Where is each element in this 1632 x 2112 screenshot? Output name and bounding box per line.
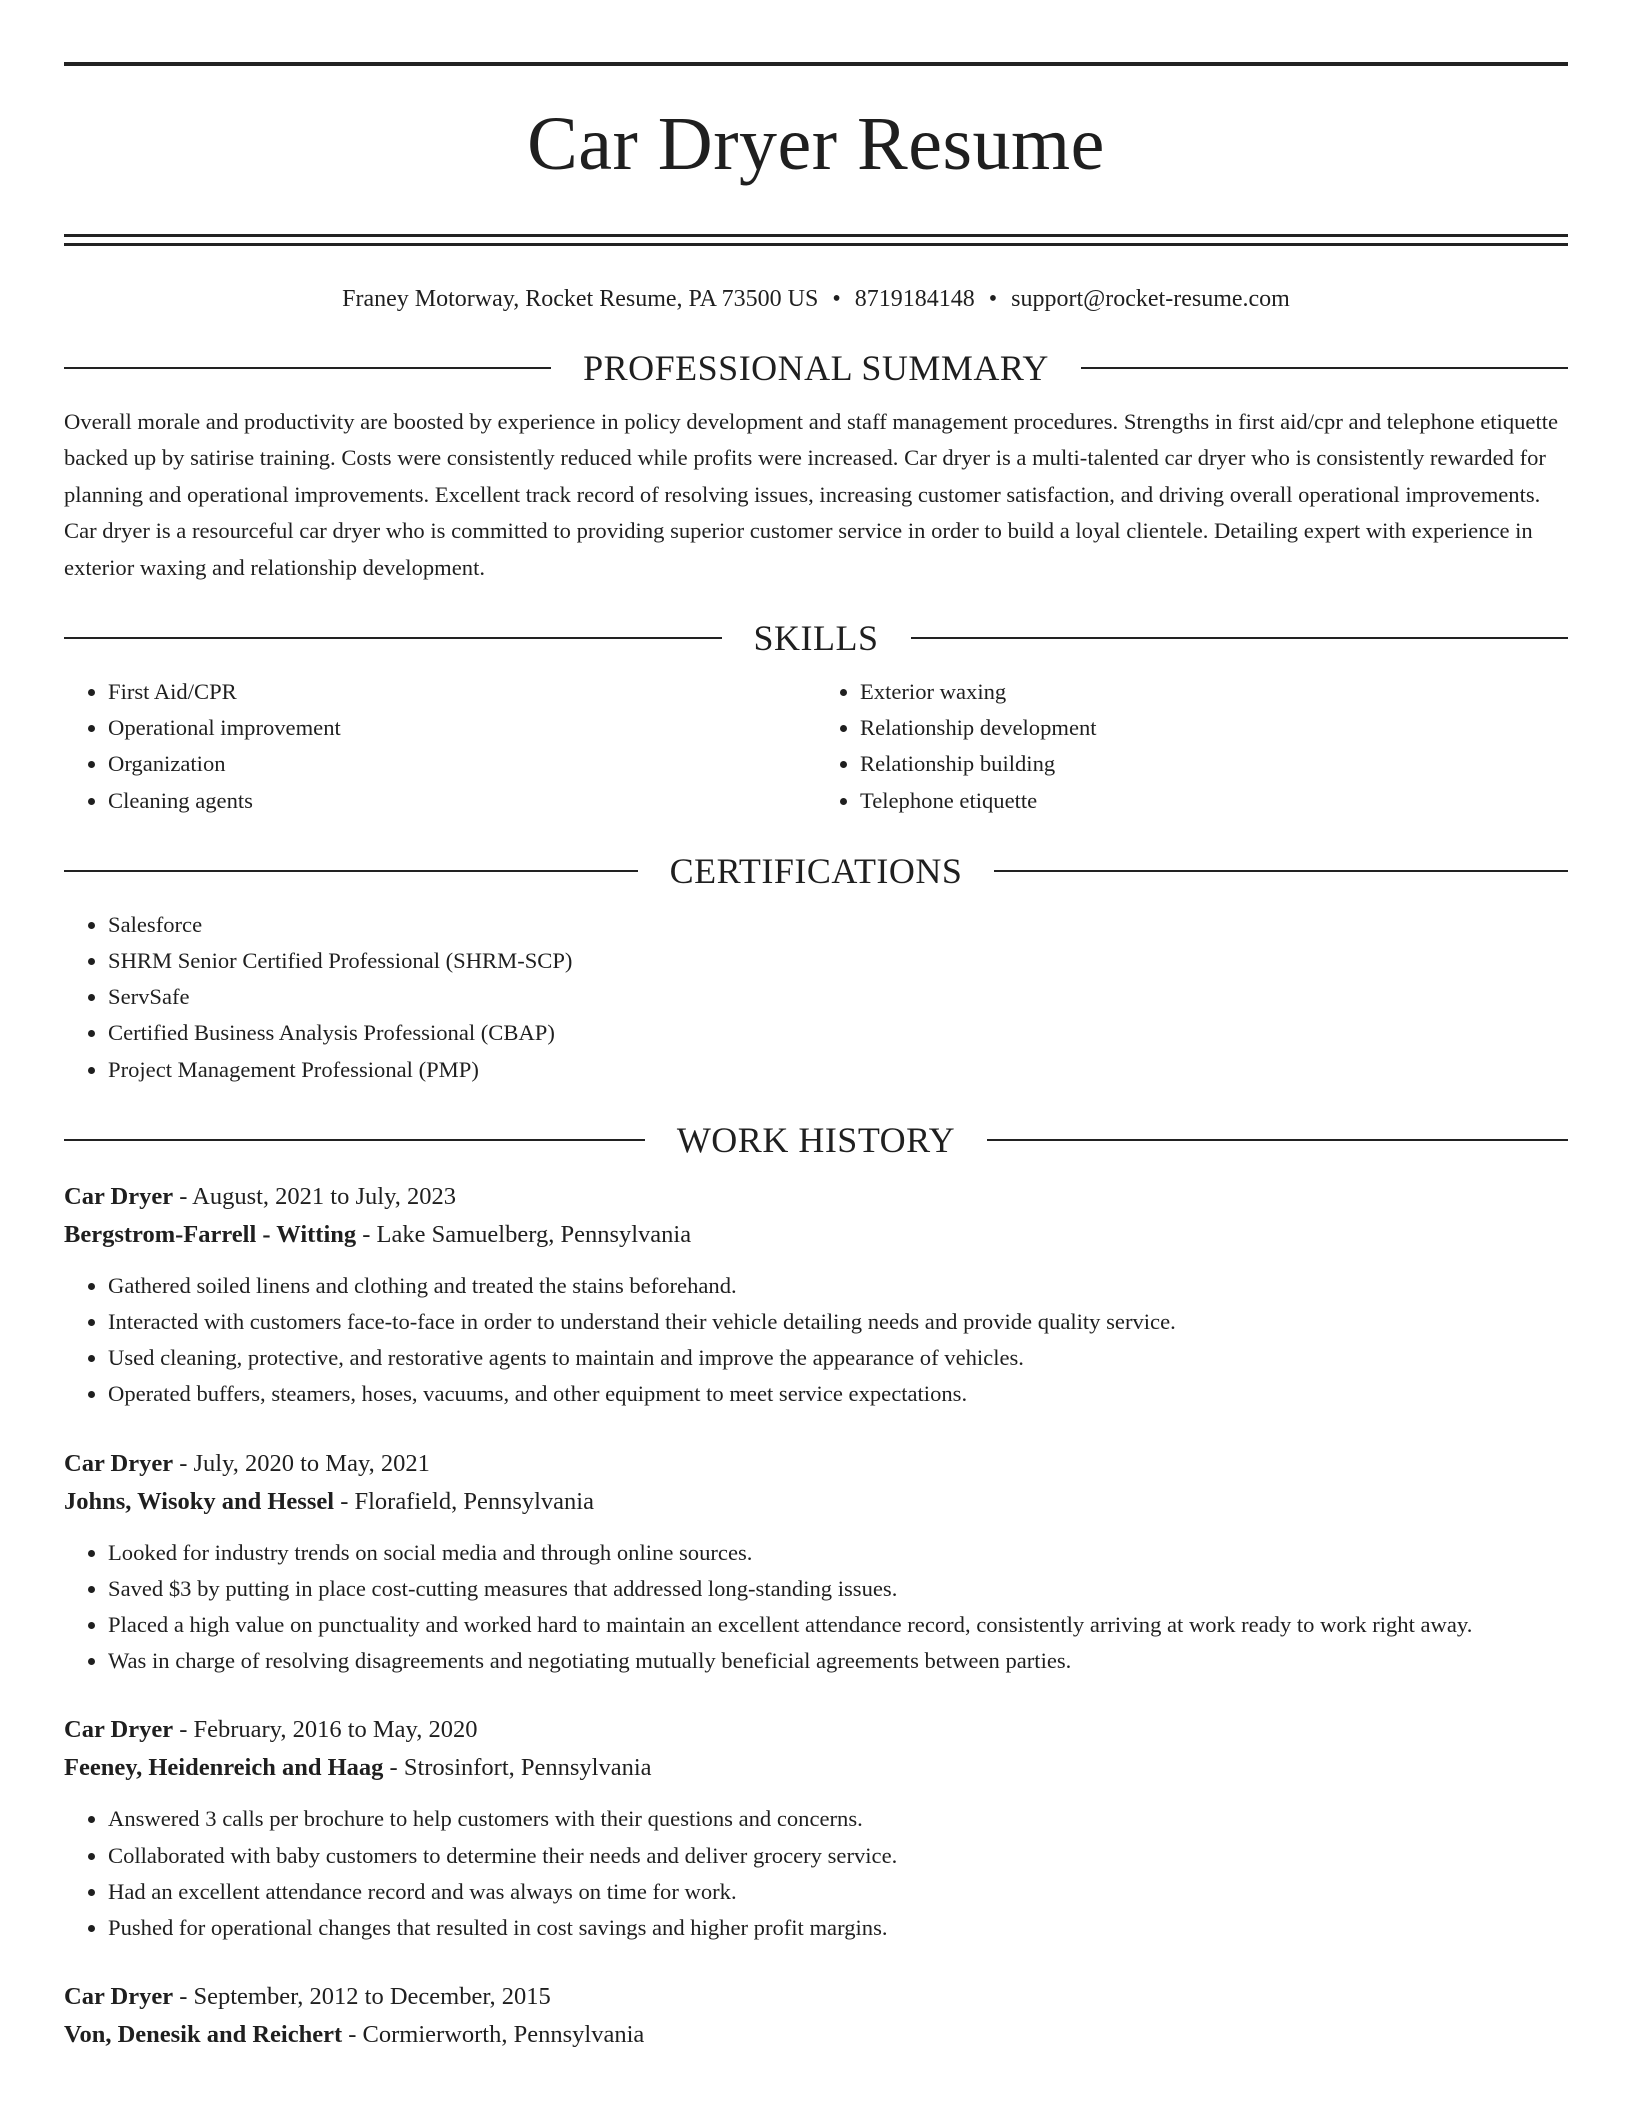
- job-company-line: [64, 1216, 1568, 1254]
- page-title: Car Dryer Resume: [527, 102, 1105, 186]
- section-rule: [64, 367, 551, 369]
- job-bullets: [64, 1801, 1568, 1946]
- job-dates: - February, 2016 to May, 2020: [173, 1716, 478, 1744]
- section-title-summary: PROFESSIONAL SUMMARY: [583, 348, 1049, 388]
- job-entry: [64, 1978, 1568, 2054]
- contact-address: Franey Motorway, Rocket Resume, PA 73500 US: [342, 286, 819, 312]
- job-company-line: [64, 2016, 1568, 2054]
- job-bullets: [64, 1535, 1568, 1680]
- skill-item: • Organization: [108, 746, 816, 782]
- skill-item: • Telephone etiquette: [860, 783, 1568, 819]
- section-header-skills: [64, 616, 1568, 660]
- job-bullets: [64, 1268, 1568, 1413]
- job-bullet: • Saved $3 by putting in place cost-cutting measures that addressed long-standing issues.: [108, 1571, 1568, 1607]
- job-title: Car Dryer: [64, 1182, 174, 1210]
- section-header-certifications: [64, 849, 1568, 893]
- job-location: - Lake Samuelberg, Pennsylvania: [356, 1220, 692, 1248]
- certification-item: • SHRM Senior Certified Professional (SHRM-SCP): [108, 943, 1568, 979]
- job-bullet: • Operated buffers, steamers, hoses, vacuums, and other equipment to meet service expectations.: [108, 1376, 1568, 1412]
- skill-item: • Relationship building: [860, 746, 1568, 782]
- certifications-list: [64, 907, 1568, 1088]
- section-rule: [1081, 367, 1568, 369]
- job-company-line: [64, 1749, 1568, 1787]
- job-title-line: [64, 1711, 1568, 1749]
- section-title-certifications: CERTIFICATIONS: [669, 850, 963, 891]
- job-bullet: • Answered 3 calls per brochure to help customers with their questions and concerns.: [108, 1801, 1568, 1837]
- skill-item: • Cleaning agents: [108, 783, 816, 819]
- contact-email: support@rocket-resume.com: [1011, 286, 1290, 312]
- job-company: Bergstrom-Farrell - Witting: [64, 1220, 357, 1248]
- contact-separator: •: [832, 286, 841, 312]
- section-rule: [64, 637, 722, 639]
- skill-item: • First Aid/CPR: [108, 674, 816, 710]
- section-rule: [994, 870, 1568, 872]
- section-header-summary: [64, 346, 1568, 390]
- summary-paragraph: Overall morale and productivity are boosted by experience in policy development and staff management procedures. Strengths in first aid/cpr and telephone etiquette backed up by satirise training. Costs were consistently reduced while profits were increased. Car dryer is a multi-talented car dryer who is consistently rewarded for planning and operational improvements. Excellent track record of resolving issues, increasing customer satisfaction, and driving overall operational improvements. Car dryer is a resourceful car dryer who is committed to providing superior customer service in order to build a loyal clientele. Detailing expert with experience in exterior waxing and relationship development.: [64, 409, 1559, 580]
- section-header-work-history: [64, 1118, 1568, 1162]
- job-title: Car Dryer: [64, 1983, 174, 2011]
- job-bullet: • Collaborated with baby customers to determine their needs and deliver grocery service.: [108, 1838, 1568, 1874]
- certification-item: • Salesforce: [108, 907, 1568, 943]
- job-location: - Strosinfort, Pennsylvania: [383, 1754, 652, 1782]
- job-title-line: [64, 1978, 1568, 2016]
- job-entry: [64, 1178, 1568, 1413]
- contact-phone: 8719184148: [854, 286, 975, 312]
- certification-item: • ServSafe: [108, 979, 1568, 1015]
- certification-item: • Project Management Professional (PMP): [108, 1052, 1568, 1088]
- job-bullet: • Placed a high value on punctuality and worked hard to maintain an excellent attendance record, consistently arriving at work ready to work right away.: [108, 1607, 1568, 1643]
- job-bullet: • Used cleaning, protective, and restorative agents to maintain and improve the appearance of vehicles.: [108, 1340, 1568, 1376]
- section-rule: [987, 1139, 1568, 1141]
- skill-item: • Operational improvement: [108, 710, 816, 746]
- job-company: Feeney, Heidenreich and Haag: [64, 1754, 384, 1782]
- job-dates: - July, 2020 to May, 2021: [173, 1449, 430, 1477]
- job-title: Car Dryer: [64, 1716, 174, 1744]
- job-title-line: [64, 1445, 1568, 1483]
- skill-item: • Relationship development: [860, 710, 1568, 746]
- job-company: Von, Denesik and Reichert: [64, 2021, 343, 2049]
- contact-separator: •: [988, 286, 998, 312]
- skills-list-right: [816, 674, 1568, 819]
- job-bullet: • Looked for industry trends on social media and through online sources.: [108, 1535, 1568, 1571]
- job-company: Johns, Wisoky and Hessel: [64, 1487, 335, 1515]
- job-location: - Cormierworth, Pennsylvania: [342, 2021, 645, 2049]
- skill-item: • Exterior waxing: [860, 674, 1568, 710]
- certification-item: • Certified Business Analysis Professional (CBAP): [108, 1015, 1568, 1051]
- title-double-rule: [64, 234, 1568, 246]
- job-dates: - September, 2012 to December, 2015: [173, 1983, 551, 2011]
- job-company-line: [64, 1483, 1568, 1521]
- job-bullet: • Interacted with customers face-to-face in order to understand their vehicle detailing needs and provide quality service.: [108, 1304, 1568, 1340]
- section-rule: [64, 1139, 645, 1141]
- job-title: Car Dryer: [64, 1449, 174, 1477]
- job-dates: - August, 2021 to July, 2023: [173, 1182, 456, 1210]
- job-bullet: • Pushed for operational changes that resulted in cost savings and higher profit margins.: [108, 1910, 1568, 1946]
- skills-columns: [64, 674, 1568, 819]
- resume-page: [64, 0, 1568, 2054]
- job-bullet: • Had an excellent attendance record and was always on time for work.: [108, 1874, 1568, 1910]
- section-rule: [911, 637, 1569, 639]
- job-entry: [64, 1711, 1568, 1946]
- contact-line: [64, 282, 1568, 316]
- skills-list-left: [64, 674, 816, 819]
- job-title-line: [64, 1178, 1568, 1216]
- section-rule: [64, 870, 638, 872]
- section-title-work-history: WORK HISTORY: [676, 1119, 956, 1160]
- job-bullet: • Was in charge of resolving disagreements and negotiating mutually beneficial agreements between parties.: [108, 1643, 1568, 1679]
- job-entry: [64, 1445, 1568, 1680]
- job-location: - Florafield, Pennsylvania: [334, 1487, 594, 1515]
- section-title-skills: SKILLS: [753, 618, 879, 659]
- job-bullet: • Gathered soiled linens and clothing and treated the stains beforehand.: [108, 1268, 1568, 1304]
